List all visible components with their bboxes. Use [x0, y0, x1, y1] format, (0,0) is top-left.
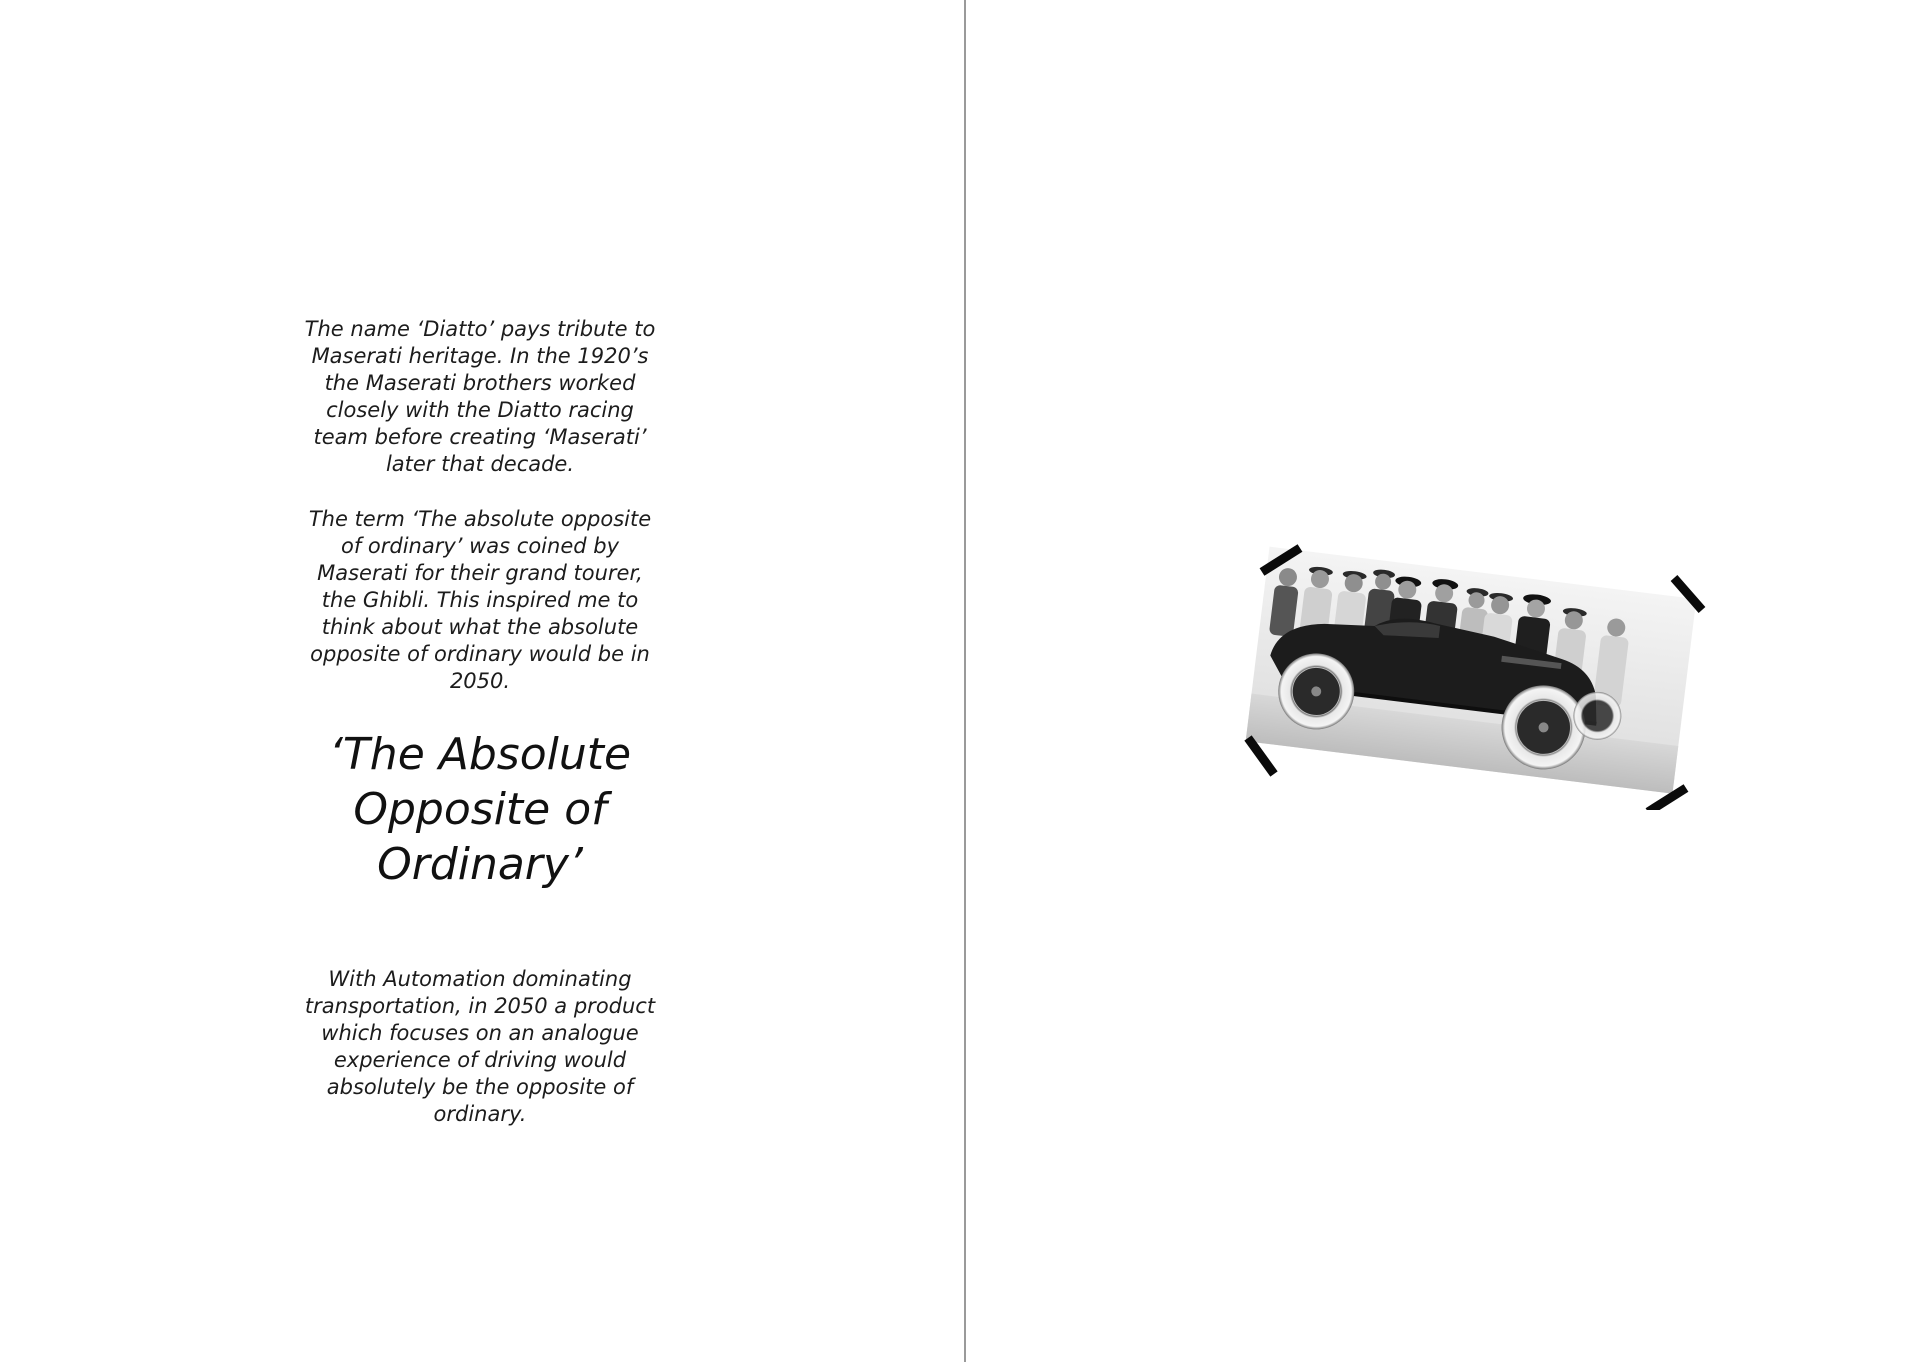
intro-paragraph-diatto: The name ‘Diatto’ pays tribute to Maserati heritage. In the 1920’s the Maserati brothers worked closely with the Diatto racing team before creating ‘Maserati’ later that decade. [304, 317, 656, 476]
vintage-photo-illustration [1230, 530, 1710, 810]
page-gutter-divider [964, 0, 966, 1362]
vintage-race-car-photo [1230, 530, 1710, 810]
headline-quote: ‘The Absolute Opposite of Ordinary’ [328, 729, 632, 890]
closing-paragraph-automation: With Automation dominating transportation, in 2050 a product which focuses on an analogue experience of driving would absolutely be the opposite of ordinary. [304, 967, 656, 1126]
intro-paragraph-ghibli: The term ‘The absolute opposite of ordinary’ was coined by Maserati for their grand tourer, the Ghibli. This inspired me to think about what the absolute opposite of ordinary would be in 2050. [308, 507, 652, 693]
